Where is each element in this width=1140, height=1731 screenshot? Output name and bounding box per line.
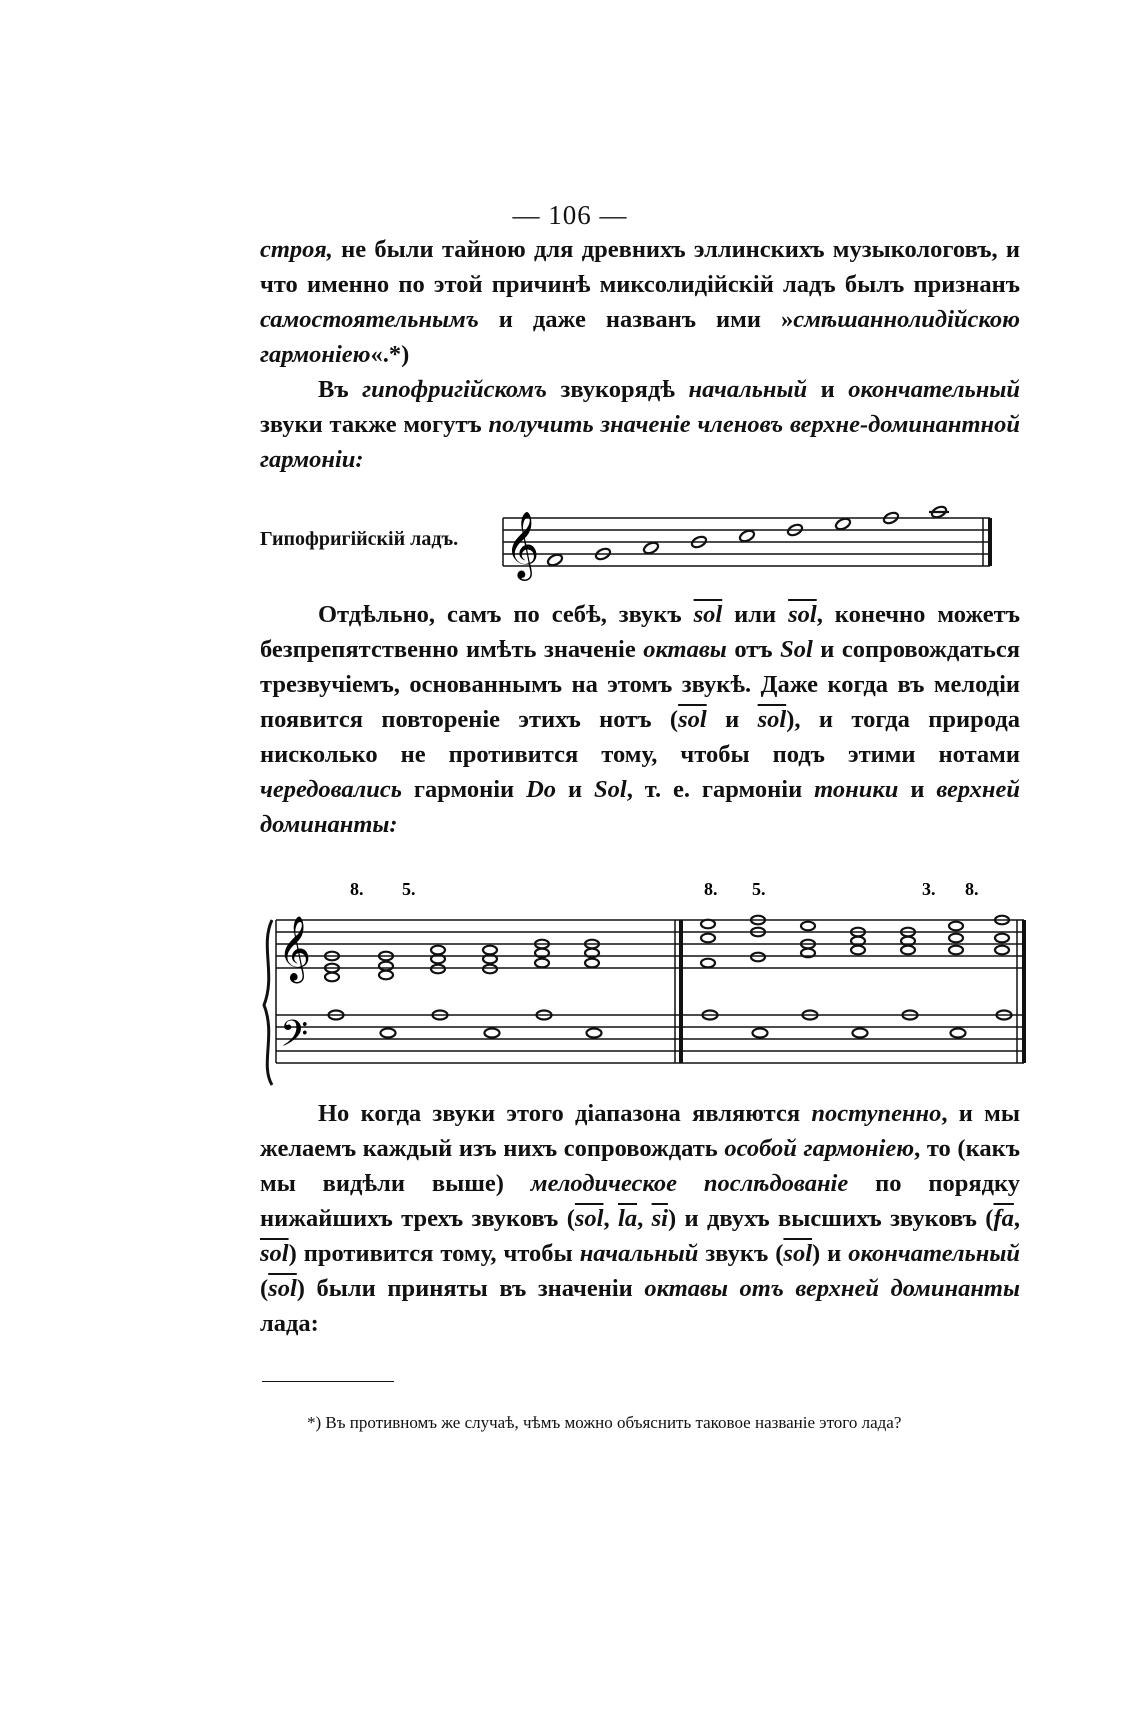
text-run: поступенно <box>811 1100 942 1127</box>
paragraph-4 <box>260 1096 1020 1341</box>
interval-label-6: 8. <box>965 879 979 899</box>
interval-label-1: 8. <box>350 879 364 899</box>
text-run: , и мы желаемъ каждый изъ нихъ сопровождать <box>260 1100 1020 1162</box>
text-run: $\overline{fa}$ <box>993 1205 1014 1232</box>
text-run: ) противится тому, чтобы <box>288 1240 580 1267</box>
text-run: «.*) <box>370 341 410 368</box>
interval-label-5: 3. <box>922 879 936 899</box>
text-run: смѣшаннолидійскою гармоніею <box>260 306 1020 368</box>
text-run: звукорядѣ <box>546 376 689 403</box>
text-run: и даже названъ ими » <box>478 306 794 333</box>
text-run: $\overline{sol}$ <box>260 1240 289 1267</box>
text-run: отъ <box>726 636 781 663</box>
text-run: строя, <box>260 236 333 263</box>
footnote-divider <box>262 1381 394 1382</box>
text-run: звуки также могутъ <box>260 411 489 438</box>
text-run: чередовались <box>260 776 402 803</box>
barlines <box>276 920 1024 1063</box>
text-run: октавы <box>643 636 727 663</box>
text-run: $\overline{sol}$ <box>678 706 707 733</box>
paragraph-3 <box>260 597 1020 842</box>
paragraph-2 <box>260 372 1020 477</box>
text-run: $\overline{si}$ <box>651 1205 668 1232</box>
interval-labels <box>350 879 979 899</box>
text-run: ( <box>260 1275 269 1302</box>
text-run: $\overline{sol}$ <box>268 1275 297 1302</box>
text-run: Но когда звуки этого діапазона являются <box>318 1100 812 1127</box>
text-run: $\overline{sol}$ <box>693 601 723 628</box>
text-run: октавы отъ верхней доминанты <box>644 1275 1020 1302</box>
text-run: $\overline{sol}$ <box>757 706 787 733</box>
text-run: и <box>807 376 849 403</box>
page-number: — 106 — <box>512 200 628 230</box>
text-run: , то (какъ мы видѣли выше) <box>260 1135 1020 1197</box>
paragraph-1 <box>260 232 1020 372</box>
text-run: гипофригійскомъ <box>362 376 547 403</box>
text-run: и <box>706 706 758 733</box>
text-run: ) были приняты въ значеніи <box>296 1275 645 1302</box>
notes <box>546 505 949 567</box>
text-run: окончательный <box>848 1240 1020 1267</box>
treble-clef-icon: 𝄞 <box>505 510 540 578</box>
text-run: , <box>603 1205 619 1232</box>
text-run: ), и тогда природа нисколько не противится тому, чтобы подъ этими нотами <box>260 706 1020 768</box>
staff-hypophrygian <box>485 498 1005 588</box>
text-run: лада: <box>260 1310 319 1337</box>
text-run: Sol <box>780 636 813 663</box>
text-run: Въ <box>318 376 363 403</box>
text-run: по порядку нижайшихъ трехъ звуковъ ( <box>260 1170 1020 1232</box>
text-run: ) и двухъ высшихъ звуковъ ( <box>667 1205 994 1232</box>
text-run: окончательный <box>848 376 1020 403</box>
text-run: и сопровождаться трезвучіемъ, основаннымъ на этомъ звукѣ. Даже когда въ мелодіи появится повтореніе этихъ нотъ ( <box>260 636 1020 733</box>
text-run: $\overline{sol}$ <box>783 1240 812 1267</box>
text-run: Отдѣльно, самъ по себѣ, звукъ <box>318 601 694 628</box>
example-harmonized-sol <box>262 875 1032 1090</box>
interval-label-4: 5. <box>752 879 766 899</box>
text-run: начальный <box>579 1240 699 1267</box>
text-run: и <box>898 776 937 803</box>
example-1-label: Гипофригійскій ладъ. <box>260 528 459 550</box>
treble-clef-icon: 𝄞 <box>278 916 312 981</box>
text-run: или <box>722 601 789 628</box>
brace-icon <box>264 920 272 1085</box>
text-run: Sol <box>594 776 627 803</box>
interval-label-3: 8. <box>704 879 718 899</box>
text-run: гармоніи <box>401 776 527 803</box>
text-run: тоники <box>814 776 899 803</box>
text-run: не были тайною для древнихъ эллинскихъ музыкологовъ, и что именно по этой причинѣ миксолидійскій ладъ былъ признанъ <box>260 236 1020 298</box>
text-run: $\overline{la}$ <box>618 1205 638 1232</box>
interval-label-2: 5. <box>402 879 416 899</box>
text-run: и <box>556 776 595 803</box>
text-run: особой гармоніею <box>724 1135 915 1162</box>
text-run: получить значеніе членовъ верхне-доминантной гармоніи: <box>260 411 1020 473</box>
text-run: верхней доминанты: <box>260 776 1020 838</box>
text-run: звукъ ( <box>698 1240 784 1267</box>
example-hypophrygian-scale <box>260 498 1030 588</box>
bass-staff-lines <box>276 1015 1024 1063</box>
text-run: $\overline{sol}$ <box>574 1205 604 1232</box>
treble-notes <box>325 916 1009 982</box>
text-run: начальный <box>688 376 808 403</box>
text-run: мелодическое послѣдованіе <box>530 1170 849 1197</box>
text-run: , <box>1013 1205 1021 1232</box>
grand-staff <box>262 875 1032 1090</box>
bass-clef-icon: 𝄢 <box>280 1013 309 1064</box>
footnote: *) Въ противномъ же случаѣ, чѣмъ можно объяснить таковое названіе этого лада? <box>307 1413 902 1432</box>
text-run: Do <box>526 776 557 803</box>
text-run: , конечно можетъ безпрепятственно имѣть значеніе <box>260 601 1021 663</box>
text-run: $\overline{sol}$ <box>788 601 817 628</box>
text-run: ) и <box>812 1240 849 1267</box>
text-run: , <box>637 1205 652 1232</box>
text-run: , т. е. гармоніи <box>626 776 815 803</box>
text-run: самостоятельнымъ <box>260 306 479 333</box>
